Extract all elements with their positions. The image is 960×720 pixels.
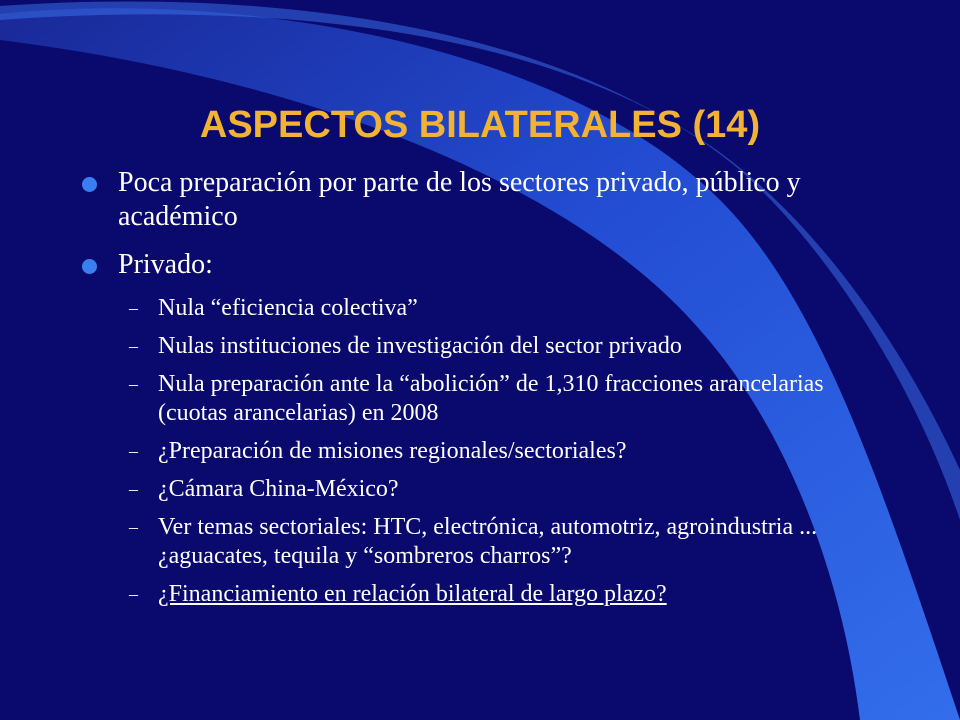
- sub-bullet-text-underlined: ¿Financiamiento en relación bilateral de largo plazo?: [158, 581, 667, 607]
- sub-bullet-item: [82, 580, 882, 609]
- sub-bullet-item: [82, 294, 882, 323]
- sub-bullet-item: [82, 332, 882, 361]
- dash-icon: –: [129, 298, 138, 318]
- bullet-text: Poca preparación por parte de los sectores privado, público y académico: [118, 167, 801, 232]
- dash-icon: –: [129, 517, 138, 537]
- slide-title: ASPECTOS BILATERALES (14): [199, 104, 761, 146]
- sub-bullet-item: [82, 475, 882, 504]
- dash-icon: –: [129, 441, 138, 461]
- dash-icon: –: [129, 479, 138, 499]
- dash-icon: –: [129, 336, 138, 356]
- sub-bullet-item: [82, 513, 882, 571]
- sub-bullet-list: [82, 294, 882, 609]
- sub-bullet-text: Nulas instituciones de investigación del sector privado: [158, 333, 682, 359]
- sub-bullet-text: ¿Preparación de misiones regionales/sectoriales?: [158, 438, 627, 464]
- sub-bullet-text: Nula preparación ante la “abolición” de 1,310 fracciones arancelarias (cuotas arancelarias) en 2008: [158, 371, 824, 426]
- sub-bullet-text: Nula “eficiencia colectiva”: [158, 295, 418, 321]
- sub-bullet-text: ¿Cámara China-México?: [158, 476, 399, 502]
- sub-bullet-item: [82, 437, 882, 466]
- sub-bullet-item: [82, 370, 882, 428]
- slide-content: [82, 166, 882, 618]
- bullet-item: [82, 166, 882, 234]
- bullet-dot-icon: [82, 259, 97, 274]
- dash-icon: –: [129, 374, 138, 394]
- sub-bullet-text: Ver temas sectoriales: HTC, electrónica, automotriz, agroindustria ... ¿aguacates, tequila y “sombreros charros”?: [158, 514, 818, 569]
- bullet-item: [82, 248, 882, 282]
- bullet-dot-icon: [82, 177, 97, 192]
- bullet-text: Privado:: [118, 249, 213, 280]
- dash-icon: –: [129, 584, 138, 604]
